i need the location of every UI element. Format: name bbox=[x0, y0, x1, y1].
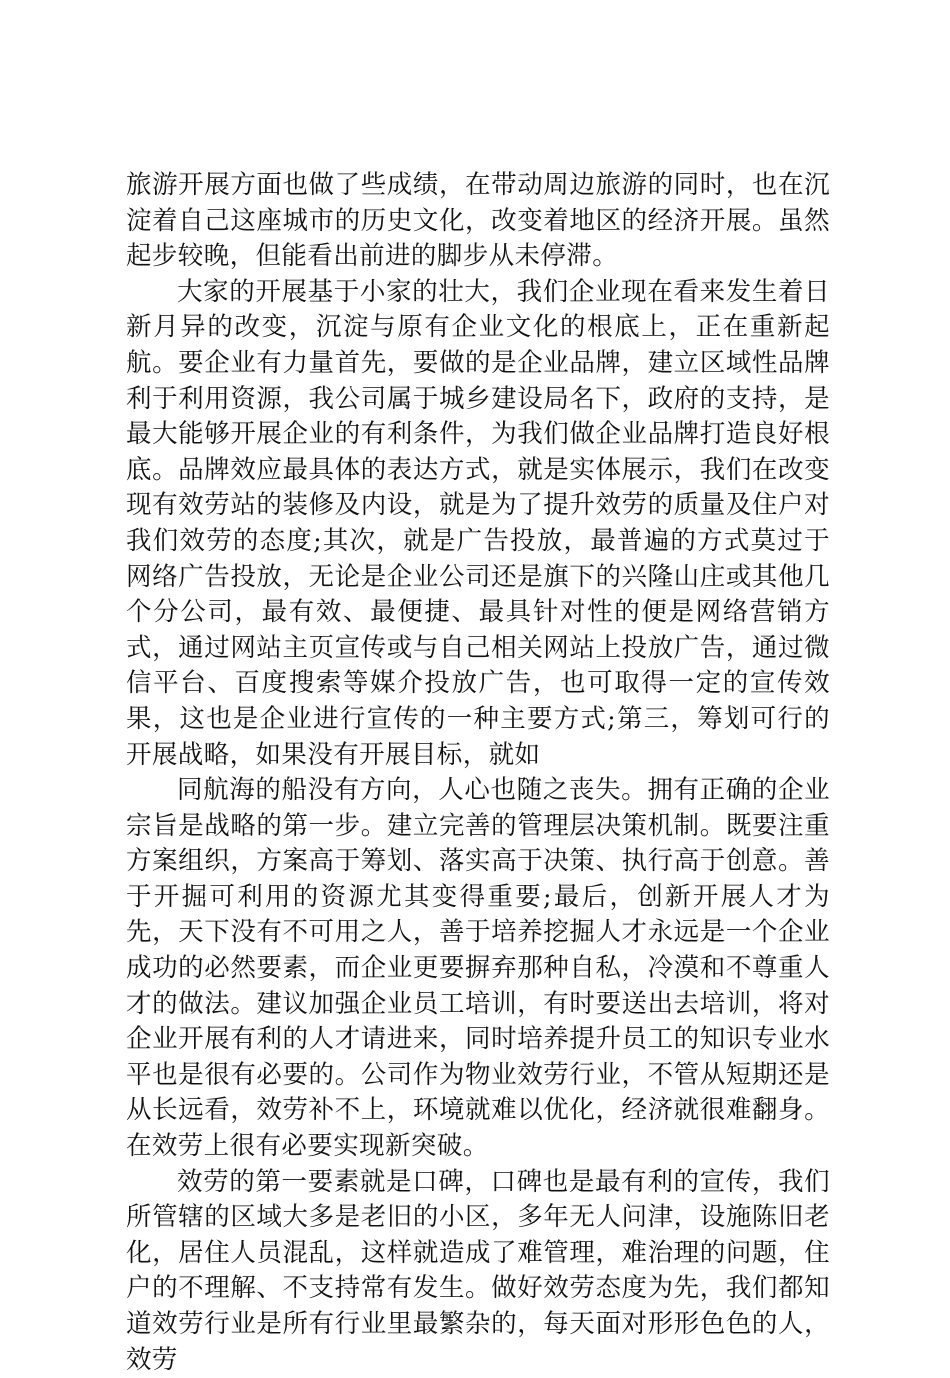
body-text bbox=[126, 168, 830, 1378]
paragraph-4: 效劳的第一要素就是口碑，口碑也是最有利的宣传，我们所管辖的区域大多是老旧的小区，多年无人问津，设施陈旧老化，居住人员混乱，这样就造成了难管理，难治理的问题，住户的不理解、不支持常有发生。做好效劳态度为先，我们都知道效劳行业是所有行业里最繁杂的，每天面对形形色色的人，效劳 bbox=[126, 1166, 830, 1375]
paragraph-3: 同航海的船没有方向，人心也随之丧失。拥有正确的企业宗旨是战略的第一步。建立完善的管理层决策机制。既要注重方案组织，方案高于筹划、落实高于决策、执行高于创意。善于开掘可利用的资源尤其变得重要;最后，创新开展人才为先，天下没有不可用之人，善于培养挖掘人才永远是一个企业成功的必然要素，而企业更要摒弃那种自私，冷漠和不尊重人才的做法。建议加强企业员工培训，有时要送出去培训，将对企业开展有利的人才请进来，同时培养提升员工的知识专业水平也是很有必要的。公司作为物业效劳行业，不管从短期还是从长远看，效劳补不上，环境就难以优化，经济就很难翻身。在效劳上很有必要实现新突破。 bbox=[126, 775, 830, 1162]
paragraph-2: 大家的开展基于小家的壮大，我们企业现在看来发生着日新月异的改变，沉淀与原有企业文化的根底上，正在重新起航。要企业有力量首先，要做的是企业品牌，建立区域性品牌利于利用资源，我公司属于城乡建设局名下，政府的支持，是最大能够开展企业的有利条件，为我们做企业品牌打造良好根底。品牌效应最具体的表达方式，就是实体展示，我们在改变现有效劳站的装修及内设，就是为了提升效劳的质量及住户对我们效劳的态度;其次，就是广告投放，最普遍的方式莫过于网络广告投放，无论是企业公司还是旗下的兴隆山庄或其他几个分公司，最有效、最便捷、最具针对性的便是网络营销方式，通过网站主页宣传或与自己相关网站上投放广告，通过微信平台、百度搜索等媒介投放广告，也可取得一定的宣传效果，这也是企业进行宣传的一种主要方式;第三，筹划可行的开展战略，如果没有开展目标，就如 bbox=[126, 276, 830, 770]
paragraph-1: 旅游开展方面也做了些成绩，在带动周边旅游的同时，也在沉淀着自己这座城市的历史文化，改变着地区的经济开展。虽然起步较晚，但能看出前进的脚步从未停滞。 bbox=[126, 170, 830, 272]
